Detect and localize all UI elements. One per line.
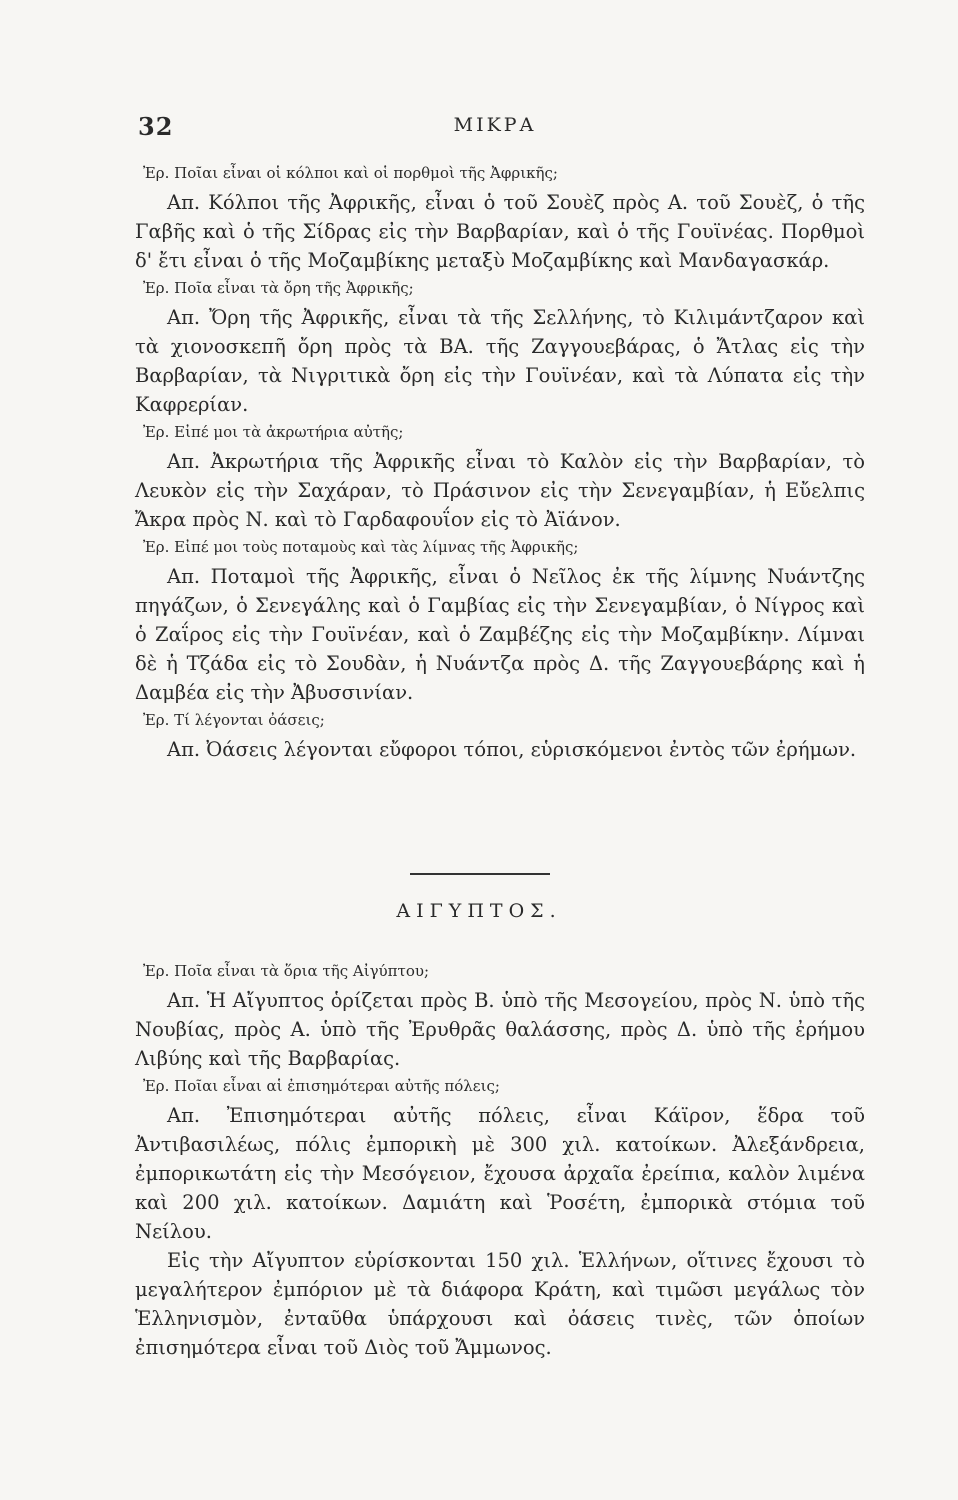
question-borders: Ἐρ. Ποῖα εἶναι τὰ ὅρια τῆς Αἰγύπτου; — [143, 962, 430, 980]
question-cities: Ἐρ. Ποῖαι εἶναι αἱ ἐπισημότεραι αὐτῆς πόλεις; — [143, 1077, 500, 1095]
question-gulfs: Ἐρ. Ποῖαι εἶναι οἱ κόλποι καὶ οἱ πορθμοὶ τῆς Ἀφρικῆς; — [143, 164, 558, 182]
answer-oases: Απ. Ὀάσεις λέγονται εὔφοροι τόποι, εὑρισκόμενοι ἐντὸς τῶν ἐρήμων. — [167, 738, 857, 761]
answer-borders: Απ. Ἡ Αἴγυπτος ὁρίζεται πρὸς Β. ὑπὸ τῆς Μεσογείου, πρὸς Ν. ὑπὸ τῆς Νουβίας, πρὸς Α. ὑπὸ τῆς Ἐρυθρᾶς θαλάσσης, πρὸς Δ. ὑπὸ τῆς ἐρήμου Λιβύης καὶ τῆς Βαρβαρίας. — [135, 989, 865, 1070]
answer-cities: Απ. Ἐπισημότεραι αὐτῆς πόλεις, εἶναι Κάϊρον, ἕδρα τοῦ Ἀντιβασιλέως, πόλις ἐμπορικὴ μὲ 300 χιλ. κατοίκων. Ἀλεξάνδρεια, ἐμπορικωτάτη εἰς τὴν Μεσόγειον, ἔχουσα ἀρχαῖα ἐρείπια, καλὸν λιμένα καὶ 200 χιλ. κατοίκων. Δαμιάτη καὶ Ῥοσέτη, ἐμπορικὰ στόμια τοῦ Νείλου. — [135, 1104, 865, 1243]
paragraph-greeks-in-egypt: Εἰς τὴν Αἴγυπτον εὑρίσκονται 150 χιλ. Ἑλλήνων, οἵτινες ἔχουσι τὸ μεγαλήτερον ἐμπόριον μὲ τὰ διάφορα Κράτη, καὶ τιμῶσι μεγάλως τὸν Ἑλληνισμὸν, ἐνταῦθα ὑπάρχουσι καὶ ὀάσεις τινὲς, τῶν ὁποίων ἐπισημότερα εἶναι τοῦ Διὸς τοῦ Ἄμμωνος. — [135, 1249, 865, 1359]
answer-rivers: Απ. Ποταμοὶ τῆς Ἀφρικῆς, εἶναι ὁ Νεῖλος ἐκ τῆς λίμνης Νυάντζης πηγάζων, ὁ Σενεγάλης καὶ ὁ Γαμβίας εἰς τὴν Σενεγαμβίαν, ὁ Νίγρος καὶ ὁ Ζαΐρος εἰς τὴν Γουϊνέαν, καὶ ὁ Ζαμβέζης εἰς τὴν Μοζαμβίκην. Λίμναι δὲ ἡ Τζάδα εἰς τὸ Σουδὰν, ἡ Νυάντζα πρὸς Δ. τῆς Ζαγγουεβάρης καὶ ἡ Δαμβέα εἰς τὴν Ἀβυσσινίαν. — [135, 565, 865, 704]
question-mountains: Ἐρ. Ποῖα εἶναι τὰ ὄρη τῆς Ἀφρικῆς; — [143, 279, 414, 297]
egypt-section — [135, 958, 865, 1362]
page-number: 32 — [138, 112, 174, 141]
section-title-egypt: ΑΙΓΥΠΤΟΣ. — [396, 900, 562, 922]
page-header — [130, 112, 860, 144]
answer-gulfs: Απ. Κόλποι τῆς Ἀφρικῆς, εἶναι ὁ τοῦ Σουὲζ πρὸς Α. τοῦ Σουὲζ, ὁ τῆς Γαβῆς καὶ ὁ τῆς Σίδρας εἰς τὴν Βαρβαρίαν, καὶ ὁ τῆς Γουϊνέας. Πορθμοὶ δ' ἔτι εἶναι ὁ τῆς Μοζαμβίκης μεταξὺ Μοζαμβίκης καὶ Μανδαγασκάρ. — [135, 191, 865, 272]
question-oases: Ἐρ. Τί λέγονται ὀάσεις; — [143, 711, 325, 729]
answer-capes: Απ. Ἀκρωτήρια τῆς Ἀφρικῆς εἶναι τὸ Καλὸν εἰς τὴν Βαρβαρίαν, τὸ Λευκὸν εἰς τὴν Σαχάραν, τὸ Πράσινον εἰς τὴν Σενεγαμβίαν, ἡ Εὔελπις Ἄκρα πρὸς Ν. καὶ τὸ Γαρδαφουΐον εἰς τὸ Ἀϊάνον. — [135, 450, 865, 531]
question-rivers: Ἐρ. Εἰπέ μοι τοὺς ποταμοὺς καὶ τὰς λίμνας τῆς Ἀφρικῆς; — [143, 538, 579, 556]
section-divider — [410, 873, 550, 875]
running-head: ΜΙΚΡΑ — [453, 114, 537, 136]
answer-mountains: Απ. Ὄρη τῆς Ἀφρικῆς, εἶναι τὰ τῆς Σελλήνης, τὸ Κιλιμάντζαρον καὶ τὰ χιονοσκεπῆ ὄρη πρὸς τὰ ΒΑ. τῆς Ζαγγουεβάρας, ὁ Ἄτλας εἰς τὴν Βαρβαρίαν, τὰ Νιγριτικὰ ὄρη εἰς τὴν Γουϊνέαν, καὶ τὰ Λύπατα εἰς τὴν Καφρερίαν. — [135, 306, 865, 416]
africa-section — [135, 160, 865, 764]
question-capes: Ἐρ. Εἰπέ μοι τὰ ἀκρωτήρια αὐτῆς; — [143, 423, 404, 441]
